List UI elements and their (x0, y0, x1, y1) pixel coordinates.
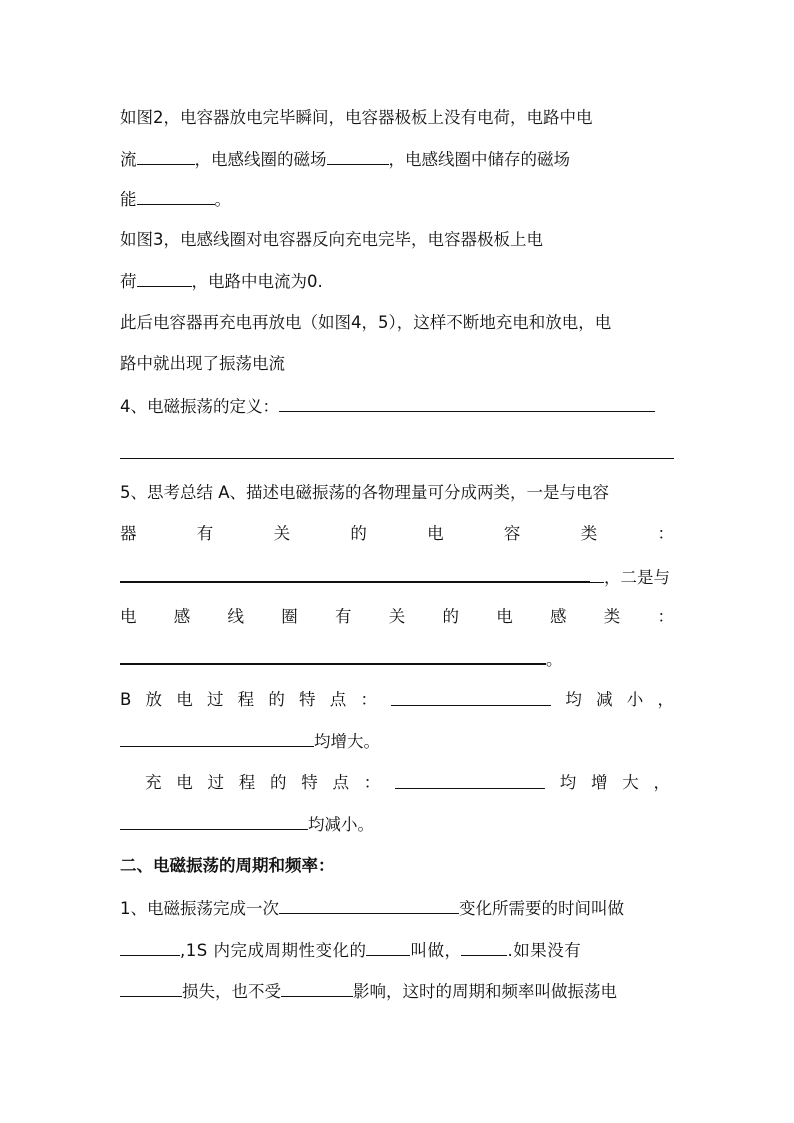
char: 过 (207, 773, 224, 792)
char: ， (653, 773, 670, 792)
section-heading: 二、电磁振荡的周期和频率： (120, 856, 335, 875)
paragraph-line (120, 980, 617, 1003)
fill-blank[interactable] (279, 395, 655, 412)
fill-blank[interactable] (137, 188, 215, 205)
text: 损失，也不受 (182, 982, 281, 1001)
char: ： (363, 773, 381, 792)
text: ，二是与 (604, 568, 670, 587)
text: 1、电磁振荡完成一次 (120, 899, 279, 918)
char: 点 (332, 773, 349, 792)
paragraph-line (120, 939, 581, 962)
fill-blank[interactable] (327, 148, 389, 165)
char: 增 (591, 773, 608, 792)
text: ,1S 内完成周期性变化的 (180, 941, 367, 960)
text: 荷 (120, 272, 137, 291)
text: 。 (214, 190, 231, 209)
paragraph-line (120, 565, 670, 589)
char: B (120, 690, 132, 709)
char: ， (657, 690, 674, 709)
paragraph-line (120, 897, 624, 920)
fill-blank[interactable] (120, 980, 182, 997)
fill-blank[interactable] (120, 813, 308, 830)
paragraph-line: 如图2，电容器放电完毕瞬间，电容器极板上没有电荷，电路中电 (120, 108, 593, 127)
paragraph-line: 此后电容器再充电再放电（如图4，5），这样不断地充电和放电，电 (120, 313, 612, 332)
paragraph-line: 5、思考总结 A、描述电磁振荡的各物理量可分成两类，一是与电容 (120, 483, 610, 502)
char: ： (360, 690, 377, 709)
text: .如果没有 (507, 941, 582, 960)
fill-blank[interactable] (120, 939, 180, 956)
char: 关 (273, 524, 291, 543)
fill-blank[interactable] (120, 647, 546, 665)
paragraph-line (120, 188, 231, 211)
paragraph-line (120, 647, 563, 671)
justified-line (120, 606, 674, 628)
char: 过 (206, 690, 224, 709)
paragraph-line (120, 148, 570, 171)
char: 有 (335, 607, 352, 626)
char: 放 (145, 690, 163, 709)
char: 减 (596, 690, 613, 709)
fill-blank[interactable] (590, 566, 604, 583)
char: 点 (329, 690, 347, 709)
char: 充 (145, 773, 162, 792)
char: 电 (496, 607, 513, 626)
char: 的 (442, 607, 459, 626)
char: 圈 (281, 607, 298, 626)
justified-line (120, 689, 674, 711)
text: 均减小。 (308, 815, 374, 834)
char: 大 (622, 773, 639, 792)
char: ： (657, 607, 674, 626)
char: 均 (565, 690, 582, 709)
text: 流 (120, 150, 137, 169)
fill-blank[interactable] (391, 689, 551, 706)
text: 。 (546, 650, 563, 669)
fill-blank[interactable] (137, 270, 192, 287)
char: 程 (237, 690, 255, 709)
char: 容 (503, 524, 521, 543)
char: 电 (176, 690, 193, 709)
text: 变化所需要的时间叫做 (459, 899, 624, 918)
char: 线 (227, 607, 244, 626)
text: 均增大。 (314, 732, 380, 751)
char: 器 (120, 524, 137, 543)
text: ，电感线圈中储存的磁场 (388, 150, 570, 169)
text: 影响，这时的周期和频率叫做振荡电 (353, 982, 617, 1001)
justified-line (145, 772, 670, 794)
text: ，电路中电流为0. (191, 272, 323, 291)
text: 4、电磁振荡的定义： (120, 397, 279, 416)
text: 能 (120, 190, 137, 209)
justified-line (120, 523, 674, 545)
paragraph-line (120, 395, 655, 418)
char: 电 (120, 607, 137, 626)
char: 感 (173, 607, 191, 626)
answer-line[interactable] (120, 458, 674, 459)
fill-blank[interactable] (395, 772, 545, 789)
char: 关 (388, 607, 406, 626)
char: 均 (559, 773, 577, 792)
char: 的 (270, 773, 287, 792)
fill-blank[interactable] (281, 980, 353, 997)
paragraph-line: 如图3，电感线圈对电容器反向充电完毕，电容器极板上电 (120, 230, 543, 249)
char: 的 (268, 690, 285, 709)
fill-blank[interactable] (461, 939, 507, 956)
fill-blank[interactable] (120, 730, 314, 747)
text: 叫做， (410, 941, 462, 960)
char: 感 (550, 607, 567, 626)
fill-blank[interactable] (137, 148, 195, 165)
char: 类 (603, 607, 621, 626)
char: 有 (196, 524, 214, 543)
char: 类 (580, 524, 598, 543)
char: 电 (427, 524, 444, 543)
paragraph-line (120, 270, 323, 293)
char: 小 (626, 690, 644, 709)
fill-blank[interactable] (120, 565, 590, 583)
char: ： (657, 524, 674, 543)
char: 特 (301, 773, 318, 792)
fill-blank[interactable] (366, 939, 410, 956)
paragraph-line (120, 813, 374, 836)
char: 程 (238, 773, 256, 792)
char: 的 (350, 524, 367, 543)
paragraph-line: 路中就出现了振荡电流 (120, 354, 285, 373)
char: 特 (299, 690, 316, 709)
fill-blank[interactable] (279, 897, 459, 914)
paragraph-line (120, 730, 380, 753)
text: ，电感线圈的磁场 (194, 150, 327, 169)
char: 电 (176, 773, 193, 792)
